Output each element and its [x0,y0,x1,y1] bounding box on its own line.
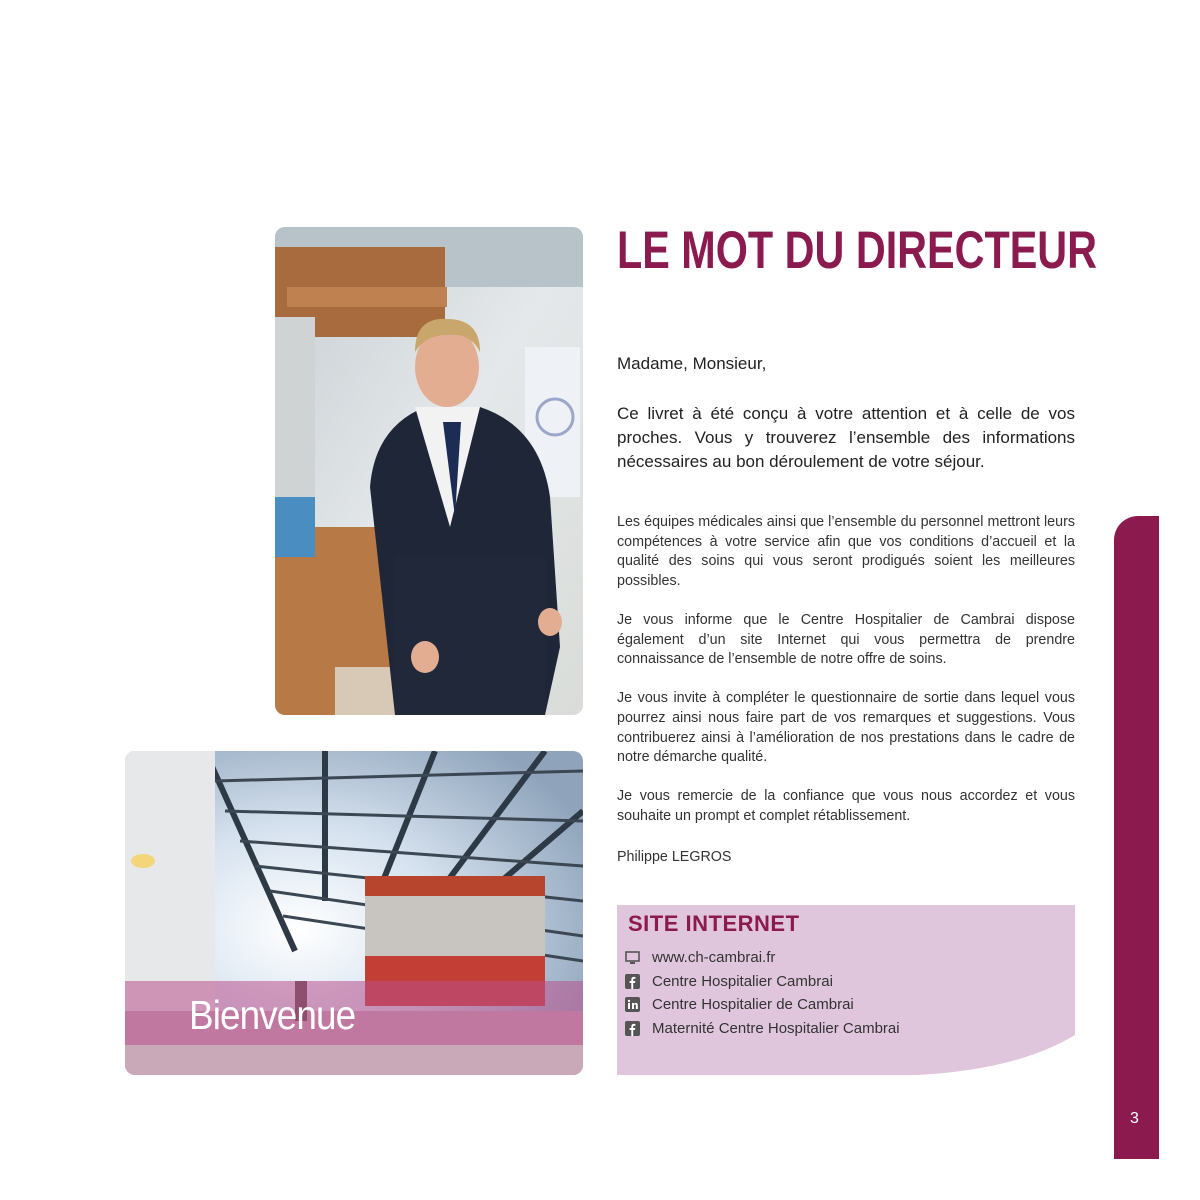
page-number: 3 [1130,1110,1139,1127]
page-title: LE MOT DU DIRECTEUR [617,221,1097,280]
site-box-wave [617,1035,1075,1075]
hall-photo [125,751,583,1075]
site-link-website[interactable] [624,946,900,970]
site-link-label[interactable]: Centre Hospitalier de Cambrai [652,996,854,1014]
site-link-label[interactable]: www.ch-cambrai.fr [652,949,776,967]
site-link-facebook[interactable] [624,970,900,994]
site-links-list [624,946,900,1040]
director-photo [275,227,583,715]
site-link-label[interactable]: Maternité Centre Hospitalier Cambrai [652,1019,900,1037]
site-internet-title: SITE INTERNET [628,911,800,936]
signature: Philippe LEGROS [617,849,732,865]
letter-body [617,513,1075,846]
letter-paragraph: Je vous invite à compléter le questionnaire de sortie dans lequel vous pourrez ainsi nous faire part de vos remarques et suggestions. Vous contribuerez ainsi à l’amélioration de nos prestations dans le cadre de notre démarche qualité. [617,690,1075,766]
facebook-icon [624,973,640,989]
monitor-icon [624,950,640,966]
letter-paragraph: Je vous remercie de la confiance que vous nous accordez et vous souhaite un prompt et complet rétablissement. [617,788,1075,824]
linkedin-icon [624,997,640,1013]
letter-paragraph: Les équipes médicales ainsi que l’ensemble du personnel mettront leurs compétences à votre service afin que vos conditions d’accueil et la qualité des soins qui vous seront prodigués soient les meilleures possibles. [617,514,1075,589]
photo-caption: Bienvenue [189,992,356,1038]
facebook-icon [624,1020,640,1036]
salutation: Madame, Monsieur, [617,354,767,373]
letter-paragraph: Je vous informe que le Centre Hospitalier de Cambrai dispose également d’un site Internet qui vous permettra de prendre connaissance de l’ensemble de notre offre de soins. [617,611,1075,668]
side-tab [1114,516,1159,1159]
director-photo-illustration [275,227,583,715]
intro-paragraph: Ce livret à été conçu à votre attention et à celle de vos proches. Vous y trouverez l’ensemble des informations nécessaires au bon déroulement de votre séjour. [617,404,1075,471]
site-link-facebook-maternite[interactable] [624,1017,900,1041]
site-link-linkedin[interactable] [624,993,900,1017]
site-link-label[interactable]: Centre Hospitalier Cambrai [652,972,833,990]
